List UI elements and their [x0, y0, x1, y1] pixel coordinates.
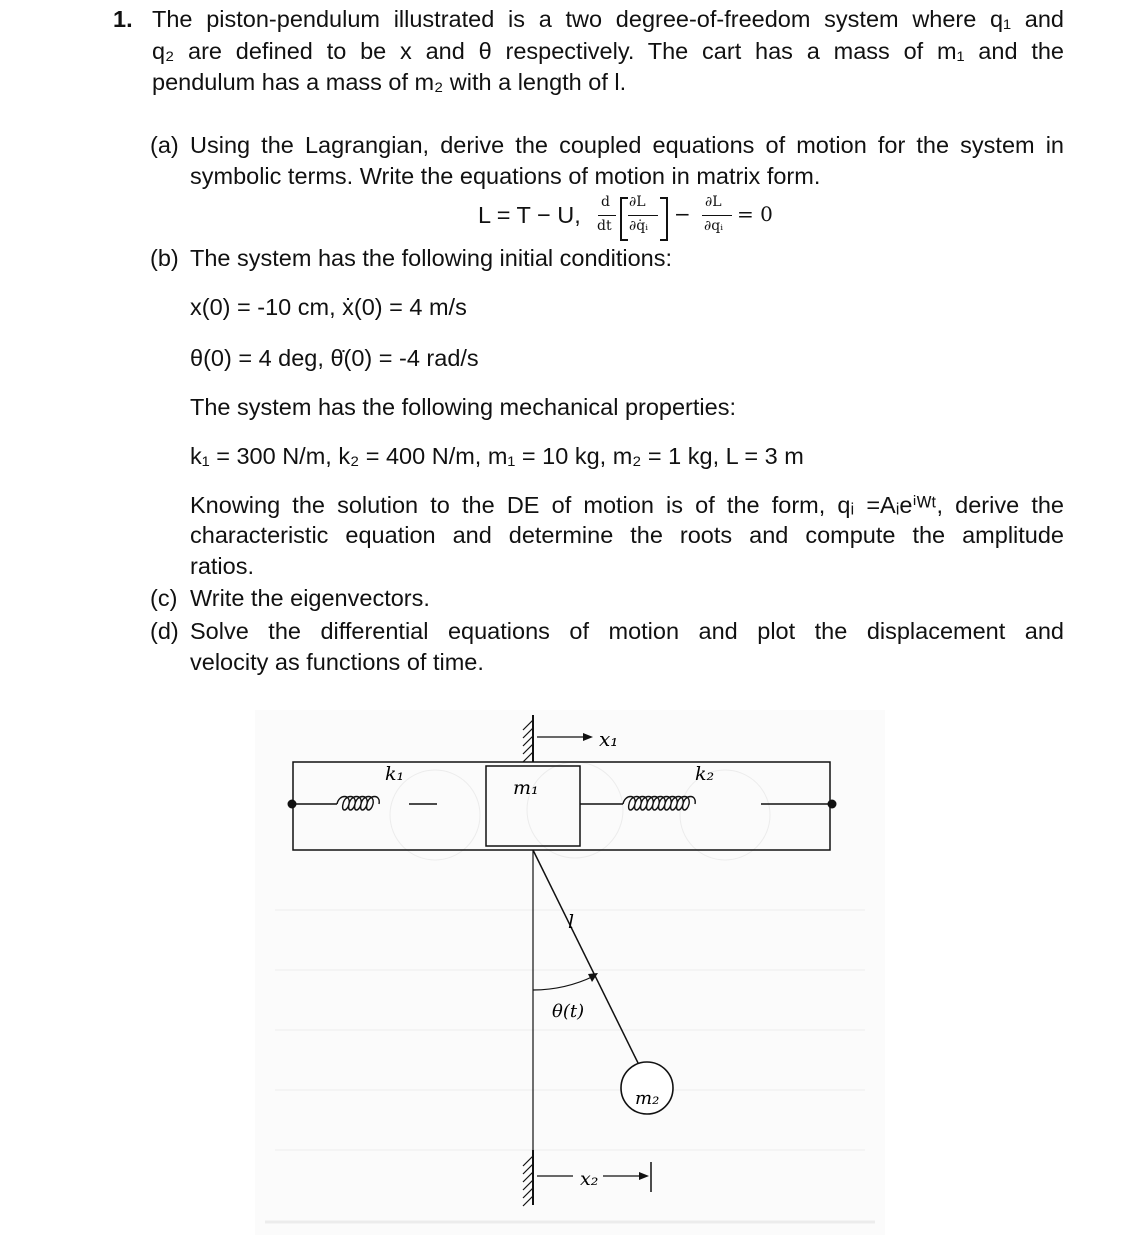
- solution-line-2: characteristic equation and determine the roots and compute the amplitude: [190, 522, 1064, 548]
- eq-frac-bar-d: [598, 215, 616, 216]
- part-a-label: (a): [150, 132, 179, 158]
- eq-minus: −: [674, 202, 691, 226]
- part-d-line-1: Solve the differential equations of motion and plot the displacement and: [190, 618, 1064, 644]
- part-b-intro: The system has the following initial conditions:: [190, 245, 672, 271]
- eq-right-bracket: [660, 197, 668, 241]
- question-number: 1.: [113, 6, 133, 32]
- part-d-line-2: velocity as functions of time.: [190, 649, 484, 675]
- k1-label: k₁: [385, 763, 405, 785]
- eq-dt: dt: [597, 218, 612, 234]
- initial-condition-x: x(0) = -10 cm, ẋ(0) = 4 m/s: [190, 294, 467, 320]
- part-d-label: (d): [150, 618, 179, 644]
- solution-line-3: ratios.: [190, 553, 254, 579]
- eq-frac-bar-2: [702, 215, 732, 216]
- m2-label: m₂: [635, 1088, 660, 1109]
- part-a-line-1: Using the Lagrangian, derive the coupled equations of motion for the system in: [190, 132, 1064, 158]
- eq-d: d: [601, 194, 610, 210]
- intro-line-3: pendulum has a mass of m₂ with a length of l.: [152, 69, 627, 95]
- part-b-label: (b): [150, 245, 179, 271]
- mechanical-properties: k₁ = 300 N/m, k₂ = 400 N/m, m₁ = 10 kg, m₂ = 1 kg, L = 3 m: [190, 443, 804, 469]
- eq-denom-1: ∂q̇ᵢ: [629, 218, 649, 234]
- x1-label: x₁: [599, 727, 619, 751]
- part-a-line-2: symbolic terms. Write the equations of motion in matrix form.: [190, 163, 821, 189]
- eq-denom-2: ∂qᵢ: [704, 218, 724, 234]
- x2-label: x₂: [580, 1168, 599, 1190]
- eq-frac-bar-1: [628, 215, 658, 216]
- length-label: l: [568, 911, 575, 933]
- right-anchor: [828, 800, 837, 809]
- lagrangian-text: L = T − U,: [478, 202, 581, 228]
- eq-left-bracket: [620, 197, 628, 241]
- intro-line-1: The piston-pendulum illustrated is a two degree-of-freedom system where q₁ and: [152, 6, 1064, 32]
- piston-pendulum-figure: [255, 710, 885, 1235]
- initial-condition-theta: θ(0) = 4 deg, θ̇(0) = -4 rad/s: [190, 345, 479, 371]
- m1-label: m₁: [513, 777, 539, 799]
- figure-background: [255, 710, 885, 1235]
- part-c-label: (c): [150, 585, 178, 611]
- eq-numer-1: ∂L: [629, 194, 646, 210]
- solution-line-1: Knowing the solution to the DE of motion is of the form, qᵢ =Aᵢeⁱᵂᵗ, derive the: [190, 492, 1064, 518]
- theta-label: θ(t): [552, 1001, 585, 1022]
- part-c-text: Write the eigenvectors.: [190, 585, 430, 611]
- intro-line-2: q₂ are defined to be x and θ respectively. The cart has a mass of m₁ and the: [152, 38, 1064, 64]
- eq-numer-2: ∂L: [705, 194, 722, 210]
- eq-equals-zero: = 0: [737, 202, 773, 226]
- properties-intro: The system has the following mechanical properties:: [190, 394, 736, 420]
- k2-label: k₂: [695, 763, 715, 785]
